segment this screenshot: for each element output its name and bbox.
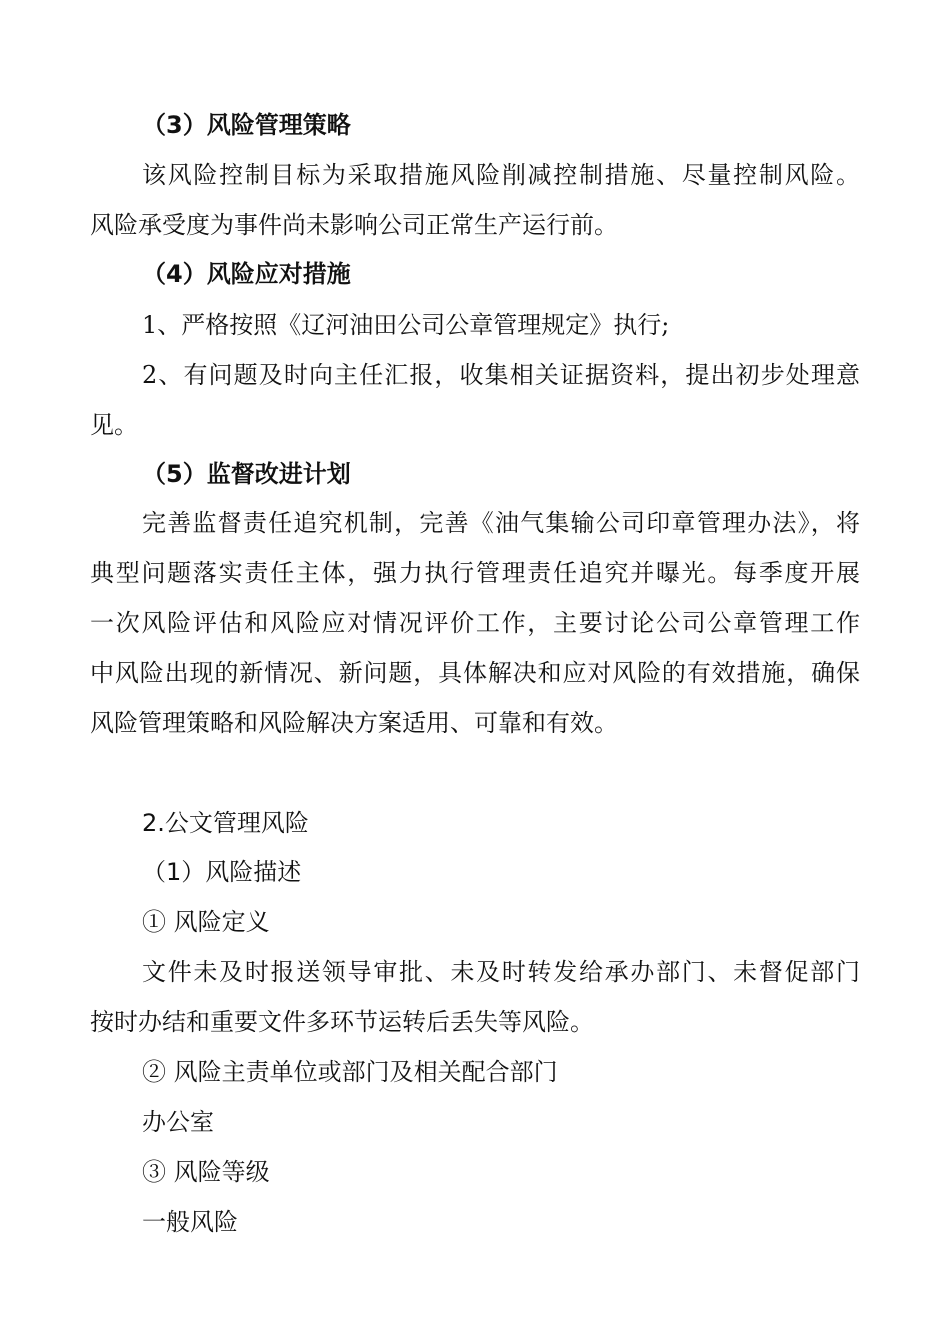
section-heading-risk-description: （1）风险描述 [142, 858, 302, 886]
risk-definition-label: ① 风险定义 [142, 908, 270, 936]
paragraph-line: 按时办结和重要文件多环节运转后丢失等风险。 [90, 1008, 594, 1036]
section-heading-risk-strategy: （3）风险管理策略 [142, 111, 351, 139]
paragraph-line: 文件未及时报送领导审批、未及时转发给承办部门、未督促部门 [142, 958, 860, 986]
paragraph-line: 一次风险评估和风险应对情况评价工作，主要讨论公司公章管理工作 [90, 609, 860, 637]
paragraph-line: 风险承受度为事件尚未影响公司正常生产运行前。 [90, 211, 618, 239]
paragraph-line: 见。 [90, 411, 138, 439]
list-item: 1、严格按照《辽河油田公司公章管理规定》执行; [142, 311, 670, 339]
paragraph-line: 完善监督责任追究机制，完善《油气集输公司印章管理办法》，将 [142, 509, 860, 537]
risk-level-value: 一般风险 [142, 1208, 238, 1236]
section-heading-supervision-plan: （5）监督改进计划 [142, 460, 351, 488]
paragraph-line: 该风险控制目标为采取措施风险削减控制措施、尽量控制风险。 [142, 161, 860, 189]
list-item: 2、有问题及时向主任汇报，收集相关证据资料，提出初步处理意 [142, 361, 860, 389]
section-heading-risk-response: （4）风险应对措施 [142, 260, 351, 288]
paragraph-line: 典型问题落实责任主体，强力执行管理责任追究并曝光。每季度开展 [90, 559, 860, 587]
section-title-document-management-risk: 2.公文管理风险 [142, 809, 309, 837]
responsible-unit-value: 办公室 [142, 1108, 214, 1136]
paragraph-line: 风险管理策略和风险解决方案适用、可靠和有效。 [90, 709, 618, 737]
responsible-unit-label: ② 风险主责单位或部门及相关配合部门 [142, 1058, 558, 1086]
risk-level-label: ③ 风险等级 [142, 1158, 270, 1186]
paragraph-line: 中风险出现的新情况、新问题，具体解决和应对风险的有效措施，确保 [90, 659, 860, 687]
